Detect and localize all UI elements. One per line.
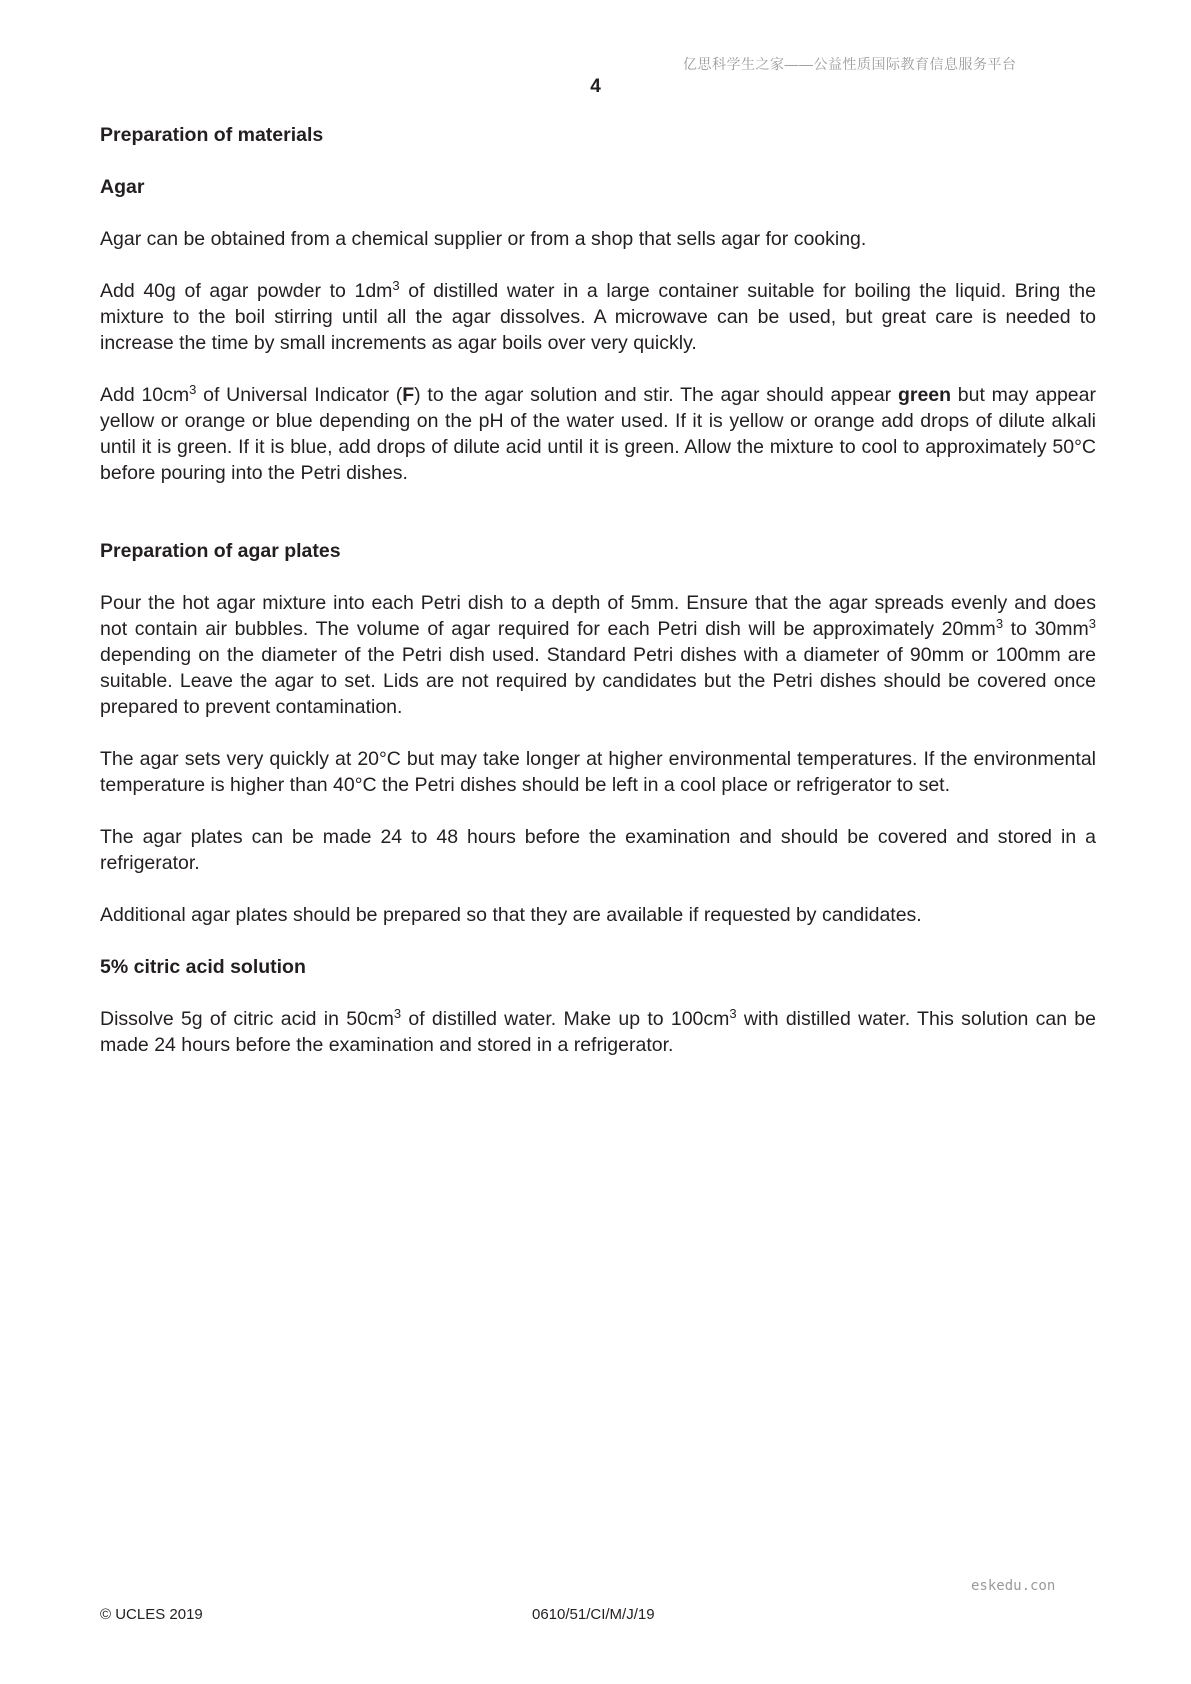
heading-preparation-of-agar-plates: Preparation of agar plates bbox=[100, 540, 341, 562]
heading-preparation-of-materials: Preparation of materials bbox=[100, 124, 324, 146]
text: of Universal Indicator ( bbox=[196, 384, 403, 406]
superscript: 3 bbox=[392, 277, 400, 293]
bold-text: F bbox=[402, 384, 415, 406]
paragraph-agar-sets: The agar sets very quickly at 20°C but may take longer at higher environmental temperatures. If the environmental temperature is higher than 40°C the Petri dishes should be left in a cool place or refrigerator to set. bbox=[100, 748, 1096, 796]
text: Pour the hot agar mixture into each Petri dish to a depth of 5mm. Ensure that the agar spreads evenly and does not contain air bubbles. The volume of agar required for each Petri dish will be approximately 20mm bbox=[100, 592, 1096, 640]
paragraph-agar-source: Agar can be obtained from a chemical supplier or from a shop that sells agar for cooking. bbox=[100, 228, 867, 250]
text: but may appear yellow or orange or blue depending on the pH of the water used. If it is yellow or orange add drops of dilute alkali until it is green. If it is blue, add drops of dilute acid until it is green. Allow the mixture to cool to approximately 50°C before pouring into the Petri dishes. bbox=[100, 384, 1096, 484]
superscript: 3 bbox=[729, 1005, 737, 1021]
page-content bbox=[100, 122, 1096, 1084]
paragraph-additional-plates: Additional agar plates should be prepared so that they are available if requested by candidates. bbox=[100, 904, 922, 926]
text: Dissolve 5g of citric acid in 50cm bbox=[100, 1008, 394, 1030]
page-number: 4 bbox=[590, 76, 601, 97]
text: ) to the agar solution and stir. The agar should appear bbox=[414, 384, 898, 406]
watermark-top: 亿思科学生之家——公益性质国际教育信息服务平台 bbox=[683, 56, 1017, 72]
text: depending on the diameter of the Petri dish used. Standard Petri dishes with a diameter of 90mm or 100mm are suitable. Leave the agar to set. Lids are not required by candidates but the Petri dishes should be covered once prepared to prevent contamination. bbox=[100, 644, 1096, 718]
footer-copyright: © UCLES 2019 bbox=[100, 1606, 203, 1623]
watermark-bottom: eskedu.con bbox=[971, 1578, 1056, 1594]
footer-code: 0610/51/CI/M/J/19 bbox=[532, 1606, 655, 1623]
paragraph-agar-boil bbox=[100, 278, 1096, 356]
text: to 30mm bbox=[1003, 618, 1089, 640]
superscript: 3 bbox=[1088, 615, 1096, 631]
bold-text: green bbox=[897, 384, 952, 406]
section-spacer bbox=[100, 512, 1096, 538]
heading-citric-acid: 5% citric acid solution bbox=[100, 956, 306, 978]
superscript: 3 bbox=[995, 615, 1004, 631]
paragraph-agar-storage: The agar plates can be made 24 to 48 hours before the examination and should be covered and stored in a refrigerator. bbox=[100, 826, 1096, 874]
superscript: 3 bbox=[393, 1005, 402, 1021]
paragraph-indicator bbox=[100, 382, 1096, 486]
heading-agar: Agar bbox=[100, 176, 145, 198]
text: Add 40g of agar powder to 1dm bbox=[100, 280, 393, 302]
text: of distilled water in a large container suitable for boiling the liquid. Bring the mixture to the boil stirring until all the agar dissolves. A microwave can be used, but great care is needed to increase the time by small increments as agar boils over very quickly. bbox=[100, 280, 1096, 354]
text: Add 10cm bbox=[100, 384, 190, 406]
text: with distilled water. This solution can be made 24 hours before the examination and stored in a refrigerator. bbox=[100, 1008, 1096, 1056]
paragraph-citric-acid bbox=[100, 1006, 1096, 1058]
superscript: 3 bbox=[189, 381, 197, 397]
paragraph-pour-agar bbox=[100, 590, 1096, 720]
text: of distilled water. Make up to 100cm bbox=[401, 1008, 730, 1030]
